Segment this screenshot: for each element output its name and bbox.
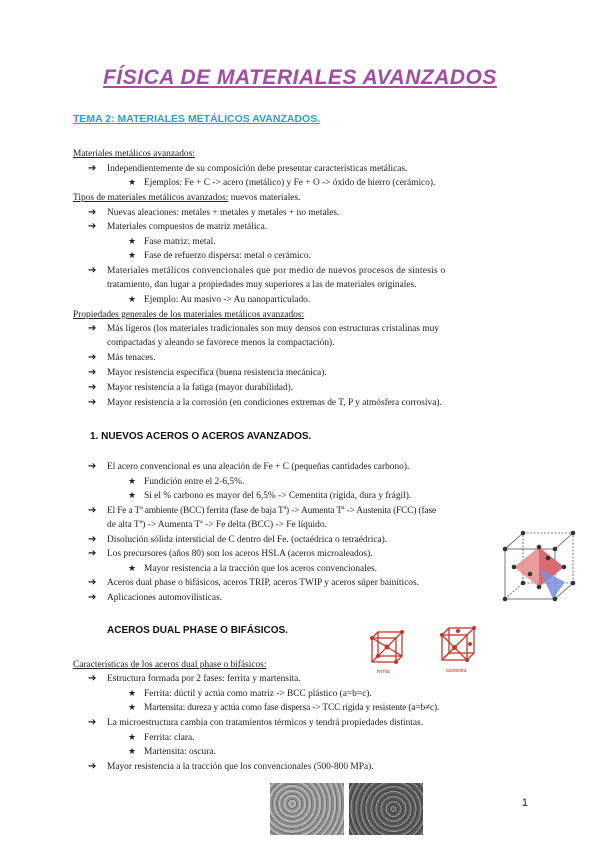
list-item: Ferrita: dúctil y actúa como matriz -> BCC plástico (a=b=c).: [144, 689, 372, 699]
bullet-arrow-icon: ➔: [88, 717, 97, 728]
list-item: Mayor resistencia a la fatiga (mayor durabilidad).: [107, 383, 294, 393]
list-item: Fase de refuerzo dispersa: metal o cerámico.: [144, 251, 311, 261]
list-item: Ejemplo: Au masivo -> Au nanoparticulado.: [144, 295, 311, 305]
bullet-arrow-icon: ➔: [88, 367, 97, 378]
list-item: Mayor resistencia a la tracción que los aceros convencionales.: [144, 564, 377, 574]
bullet-arrow-icon: ➔: [88, 592, 97, 603]
bullet-arrow-icon: ➔: [88, 673, 97, 684]
list-item: Mayor resistencia a la tracción que los convencionales (500-800 MPa).: [107, 762, 374, 772]
micrograph-image-right: [349, 783, 423, 835]
bullet-arrow-icon: ➔: [88, 323, 97, 334]
bullet-arrow-icon: ➔: [88, 221, 97, 232]
list-item: Martensita: dureza y actúa como fase dispersa -> TCC rígida y resistente (a=b≠c).: [144, 703, 440, 713]
list-item: de alta Tª) -> Aumenta Tª -> Fe delta (BCC) -> Fe líquido.: [107, 520, 327, 530]
section-heading-dual-phase: ACEROS DUAL PHASE O BIFÁSICOS.: [107, 625, 288, 636]
list-item: Fundición entre el 2-6,5%.: [144, 477, 245, 487]
list-item: compactadas y aleando se favorece menos la compactación).: [107, 338, 335, 348]
list-item: El Fe a Tª ambiente (BCC) ferrita (fase de baja Tª) -> Aumenta Tª -> Austenita (FCC) (fase: [107, 506, 436, 516]
topic-heading: TEMA 2: MATERIALES METÁLICOS AVANZADOS.: [73, 113, 321, 125]
bullet-star-icon: ★: [128, 491, 137, 501]
subheading-materiales: Materiales metálicos avanzados:: [73, 149, 195, 159]
crystal-structure-figure: [495, 527, 585, 609]
bullet-star-icon: ★: [128, 477, 137, 487]
list-item: Nuevas aleaciones: metales + metales y metales + no metales.: [107, 208, 340, 218]
bullet-arrow-icon: ➔: [88, 577, 97, 588]
list-item: tratamiento, dan lugar a propiedades muy superiores a las de materiales originales.: [107, 280, 417, 290]
bullet-arrow-icon: ➔: [88, 505, 97, 516]
list-item: Disolución sólida intersticial de C dentro del Fe. (octaédrica o tetraédrica).: [107, 535, 388, 545]
list-item: El acero convencional es una aleación de Fe + C (pequeñas cantidades carbono).: [107, 462, 410, 472]
bullet-star-icon: ★: [128, 733, 137, 743]
list-item: Materiales compuestos de matriz metálica.: [107, 222, 268, 232]
austenite-cell-figure: [436, 622, 480, 666]
list-item: Estructura formada por 2 fases: ferrita y martensita.: [107, 674, 301, 684]
bullet-star-icon: ★: [128, 703, 137, 713]
bullet-star-icon: ★: [128, 564, 137, 574]
list-item: Si el % carbono es mayor del 6,5% -> Cementita (rígida, dura y frágil).: [144, 491, 412, 501]
list-item: Materiales metálicos convencionales que por medio de nuevos procesos de síntesis o: [107, 266, 446, 276]
bullet-arrow-icon: ➔: [88, 382, 97, 393]
bullet-arrow-icon: ➔: [88, 761, 97, 772]
bullet-star-icon: ★: [128, 295, 137, 305]
document-title: FÍSICA DE MATERIALES AVANZADOS: [103, 66, 497, 89]
list-item: Aplicaciones automovilísticas.: [107, 593, 223, 603]
micrograph-image-left: [270, 783, 344, 835]
bullet-arrow-icon: ➔: [88, 265, 97, 276]
bullet-star-icon: ★: [128, 747, 137, 757]
bullet-arrow-icon: ➔: [88, 548, 97, 559]
list-item: Aceros dual phase o bifásicos, aceros TRIP, aceros TWIP y aceros súper bainíticos.: [107, 578, 419, 588]
list-item: Más ligeros (los materiales tradicionales son muy densos con estructuras cristalinas muy: [107, 324, 439, 334]
austenite-label: austenita: [446, 668, 467, 674]
ferrite-cell-figure: [366, 626, 408, 668]
subheading-propiedades: Propiedades generales de los materiales metálicos avanzados:: [73, 310, 305, 320]
list-item: Independientemente de su composición debe presentar características metálicas.: [107, 164, 408, 174]
bullet-star-icon: ★: [128, 178, 137, 188]
page-number: 1: [521, 797, 528, 809]
list-item: Ferrita: clara.: [144, 733, 195, 743]
bullet-star-icon: ★: [128, 237, 137, 247]
bullet-arrow-icon: ➔: [88, 352, 97, 363]
list-item: Mayor resistencia a la corrosión (en condiciones extremas de T, P y atmósfera corrosiva).: [107, 398, 442, 408]
bullet-arrow-icon: ➔: [88, 397, 97, 408]
bullet-arrow-icon: ➔: [88, 163, 97, 174]
subheading-caracteristicas: Características de los aceros dual phase o bifásicos:: [73, 660, 267, 670]
bullet-arrow-icon: ➔: [88, 534, 97, 545]
list-item: Mayor resistencia específica (buena resistencia mecánica).: [107, 368, 327, 378]
list-item: Fase matriz: metal.: [144, 237, 216, 247]
list-item: La microestructura cambia con tratamientos térmicos y tendrá propiedades distintas.: [107, 718, 424, 728]
bullet-arrow-icon: ➔: [88, 461, 97, 472]
bullet-star-icon: ★: [128, 251, 137, 261]
section-heading-aceros: 1. NUEVOS ACEROS O ACEROS AVANZADOS.: [90, 431, 312, 442]
subheading-tipos: Tipos de materiales metálicos avanzados: nuevos materiales.: [73, 193, 301, 203]
list-item: Ejemplos: Fe + C -> acero (metálico) y Fe + O -> óxido de hierro (cerámico).: [144, 178, 436, 188]
list-item: Los precursores (años 80) son los aceros HSLA (aceros microaleados).: [107, 549, 373, 559]
list-item: Más tenaces.: [107, 353, 156, 363]
list-item: Martensita: oscura.: [144, 747, 216, 757]
ferrite-label: ferrita: [377, 669, 390, 675]
bullet-arrow-icon: ➔: [88, 207, 97, 218]
bullet-star-icon: ★: [128, 689, 137, 699]
